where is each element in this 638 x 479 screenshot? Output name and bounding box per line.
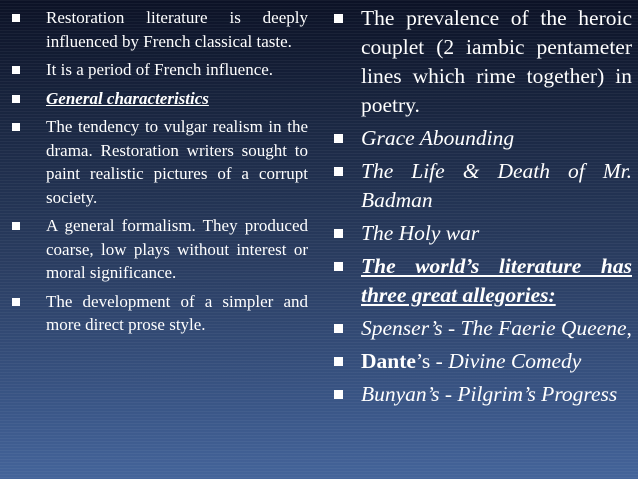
list-item <box>8 6 308 53</box>
list-item <box>8 214 308 285</box>
square-bullet-icon <box>12 95 20 103</box>
author-name: Bunyan’s <box>361 382 440 406</box>
list-item <box>330 314 632 343</box>
work-title: The Faerie Queene <box>460 316 627 340</box>
square-bullet-icon <box>12 298 20 306</box>
square-bullet-icon <box>334 14 343 23</box>
left-column <box>8 6 308 342</box>
right-bullet-list <box>330 4 632 409</box>
square-bullet-icon <box>334 134 343 143</box>
square-bullet-icon <box>334 229 343 238</box>
bullet-text: It is a period of French influence. <box>46 60 274 79</box>
left-bullet-list <box>8 6 308 337</box>
book-title: Grace Abounding <box>361 126 515 150</box>
square-bullet-icon <box>334 262 343 271</box>
punctuation: , <box>626 316 632 340</box>
bullet-text: The development of a simpler and more direct prose style. <box>46 291 308 334</box>
bullet-text: The prevalence of the heroic couplet (2 iambic pentameter lines which rime together) in poetry. <box>361 6 632 117</box>
bullet-text: A general formalism. They produced coarse, low plays without interest or moral significance. <box>46 216 308 282</box>
square-bullet-icon <box>334 324 343 333</box>
list-item <box>8 115 308 209</box>
list-item <box>330 4 632 120</box>
separator: - <box>439 382 458 406</box>
list-item <box>330 157 632 215</box>
work-title: Divine Comedy <box>448 349 582 373</box>
square-bullet-icon <box>334 167 343 176</box>
bullet-text: Restoration literature is deeply influenced by French classical taste. <box>46 8 308 51</box>
author-name: Spenser’s <box>361 316 443 340</box>
list-item <box>330 124 632 153</box>
work-title: Pilgrim’s Progress <box>457 382 618 406</box>
square-bullet-icon <box>12 14 20 22</box>
right-column <box>330 4 632 413</box>
square-bullet-icon <box>334 390 343 399</box>
square-bullet-icon <box>12 222 20 230</box>
list-item <box>8 87 308 111</box>
separator: - <box>442 316 461 340</box>
book-title: The Life & Death of Mr. Badman <box>361 159 632 212</box>
list-item <box>330 380 632 409</box>
list-item <box>8 58 308 82</box>
list-item <box>330 347 632 376</box>
bullet-text: The tendency to vulgar realism in the drama. Restoration writers sought to paint realistic pictures of a corrupt society. <box>46 117 308 207</box>
list-item <box>330 252 632 310</box>
book-title: The Holy war <box>361 221 480 245</box>
section-heading: General characteristics <box>46 88 209 108</box>
square-bullet-icon <box>12 123 20 131</box>
square-bullet-icon <box>12 66 20 74</box>
list-item <box>8 290 308 337</box>
list-item <box>330 219 632 248</box>
allegories-heading: The world’s literature has three great allegories: <box>361 254 632 307</box>
square-bullet-icon <box>334 357 343 366</box>
author-name: Dante <box>361 349 416 373</box>
separator: ’s - <box>415 349 449 373</box>
